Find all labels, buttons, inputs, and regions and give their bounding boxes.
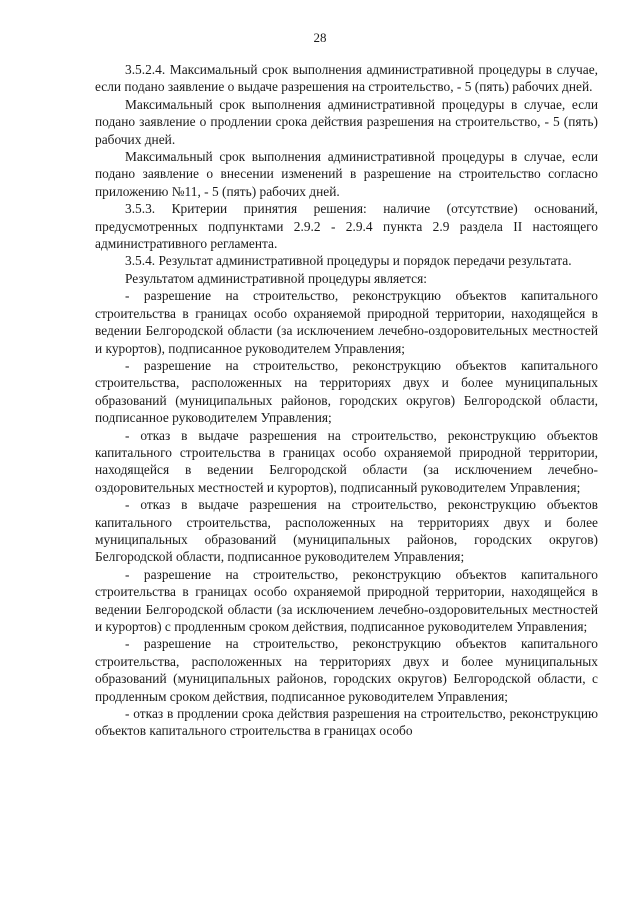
list-item-result: - отказ в продлении срока действия разрешения на строительство, реконструкцию объектов капитального строительства в границах особо: [95, 706, 598, 739]
paragraph-3-5-4: 3.5.4. Результат административной процедуры и порядок передачи результата.: [125, 253, 572, 269]
paragraph-3-5-3: 3.5.3. Критерии принятия решения: наличие (отсутствие) оснований, предусмотренных подпунктами 2.9.2 - 2.9.4 пункта 2.9 раздела II настоящего административного регламента.: [95, 201, 598, 252]
paragraph-max-term-extension: Максимальный срок выполнения административной процедуры в случае, если подано заявление о продлении срока действия разрешения на строительство, - 5 (пять) рабочих дней.: [95, 96, 598, 147]
paragraph-result-intro: Результатом административной процедуры является:: [125, 270, 427, 286]
page-number: 28: [313, 30, 327, 45]
list-item-result: - отказ в выдаче разрешения на строительство, реконструкцию объектов капитального строительства в границах особо охраняемой природной территории, находящейся в ведении Белгородской области (за исключением лечебно-оздоровительных местностей и курортов), подписанный руководителем Управления;: [95, 427, 598, 495]
document-body: [95, 61, 598, 740]
paragraph-3-5-2-4: 3.5.2.4. Максимальный срок выполнения административной процедуры в случае, если подано заявление о выдаче разрешения на строительство, - 5 (пять) рабочих дней.: [95, 62, 598, 95]
list-item-result: - разрешение на строительство, реконструкцию объектов капитального строительства, расположенных на территориях двух и более муниципальных образований (муниципальных районов, городских округов) Белгородской области, с продленным сроком действия, подписанное руководителем Управления;: [95, 636, 598, 704]
list-item-result: - отказ в выдаче разрешения на строительство, реконструкцию объектов капитального строительства, расположенных на территориях двух и более муниципальных образований (муниципальных районов, городских округов) Белгородской области, подписанное руководителем Управления;: [95, 497, 598, 565]
list-item-result: - разрешение на строительство, реконструкцию объектов капитального строительства, расположенных на территориях двух и более муниципальных образований (муниципальных районов, городских округов) Белгородской области, подписанное руководителем Управления;: [95, 357, 598, 426]
list-item-result: - разрешение на строительство, реконструкцию объектов капитального строительства в границах особо охраняемой природной территории, находящейся в ведении Белгородской области (за исключением лечебно-оздоровительных местностей и курортов), подписанное руководителем Управления;: [95, 288, 598, 356]
list-item-result: - разрешение на строительство, реконструкцию объектов капитального строительства в границах особо охраняемой природной территории, находящейся в ведении Белгородской области (за исключением лечебно-оздоровительных местностей и курортов) с продленным сроком действия, подписанное руководителем Управления;: [95, 566, 598, 634]
paragraph-max-term-changes: Максимальный срок выполнения административной процедуры в случае, если подано заявление о внесении изменений в разрешение на строительство согласно приложению №11, - 5 (пять) рабочих дней.: [95, 149, 598, 199]
